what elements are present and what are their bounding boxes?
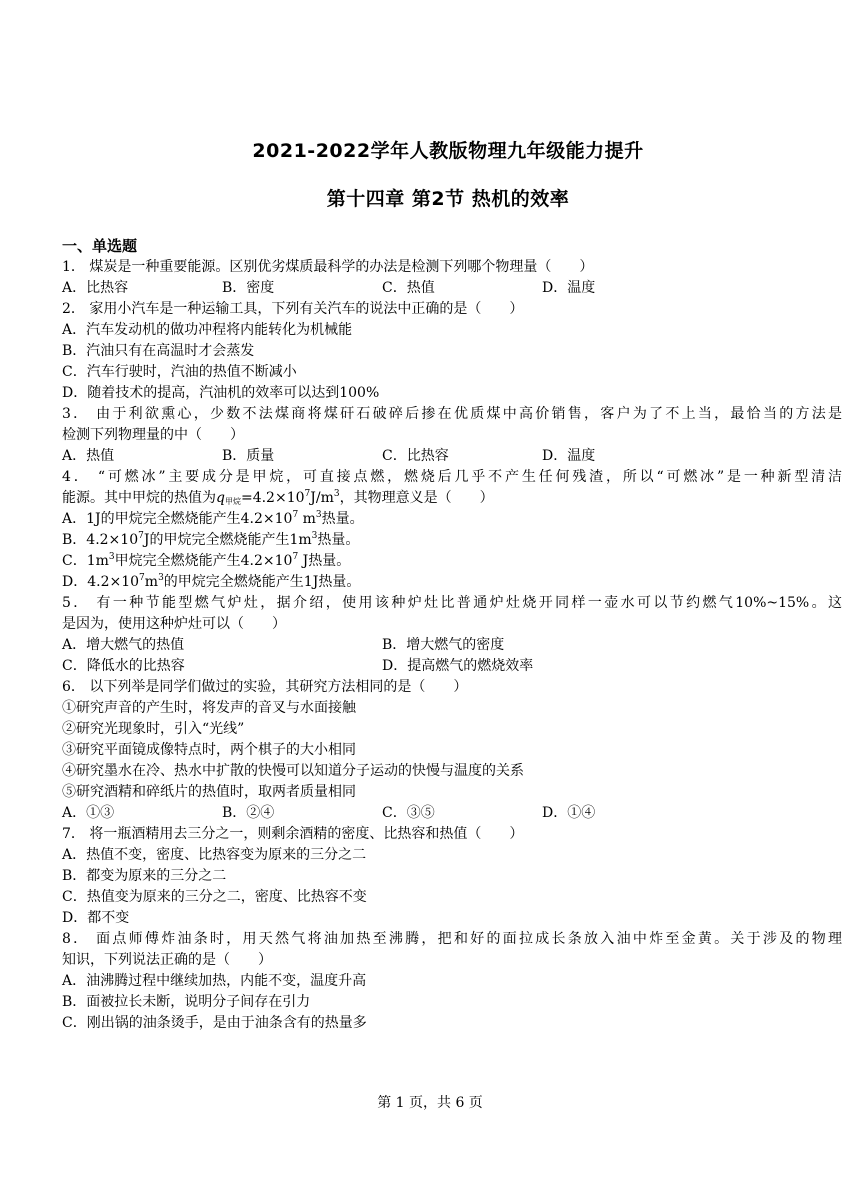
option-c: C．降低水的比热容 bbox=[62, 658, 185, 674]
question-8-stem: 8． 面点师傅炸油条时，用天然气将油加热至沸腾，把和好的面拉成长条放入油中炸至金黄。关于涉及的物理 bbox=[62, 931, 842, 947]
option-d: D．提高燃气的燃烧效率 bbox=[382, 658, 534, 674]
experiment-item: ③研究平面镜成像特点时，两个棋子的大小相同 bbox=[62, 742, 356, 758]
option-b: B．汽油只有在高温时才会蒸发 bbox=[62, 343, 255, 359]
option-d: D．温度 bbox=[542, 448, 596, 464]
option-c: C．热值变为原来的三分之二，密度、比热容不变 bbox=[62, 889, 367, 905]
option-b: B．$4.2\times 10^7J$的甲烷完全燃烧能产生$1m^3$热量。 bbox=[62, 531, 360, 548]
question-6-options bbox=[62, 803, 842, 824]
question-1-options bbox=[62, 278, 842, 299]
option-d: D．①④ bbox=[542, 805, 596, 821]
question-4-stem-cont: 能源。其中甲烷的热值为$q_{甲烷}=4.2\times 10^7J/m^3$，其物理意义是（ ） bbox=[62, 489, 494, 506]
option-d: D．$4.2\times 10^7m^3$的甲烷完全燃烧能产生1J热量。 bbox=[62, 573, 361, 590]
option-c: C．③⑤ bbox=[382, 805, 435, 821]
option-a: A．比热容 bbox=[62, 280, 129, 296]
option-c: C．$1m^3$甲烷完全燃烧能产生$4.2\times 10^7$ J热量。 bbox=[62, 552, 351, 569]
option-d: D．都不变 bbox=[62, 910, 130, 926]
question-8-stem-cont: 知识，下列说法正确的是（ ） bbox=[62, 952, 272, 968]
question-5-options-row1 bbox=[62, 635, 842, 656]
experiment-item: ①研究声音的产生时，将发声的音叉与水面接触 bbox=[62, 700, 356, 716]
experiment-item: ④研究墨水在冷、热水中扩散的快慢可以知道分子运动的快慢与温度的关系 bbox=[62, 763, 524, 779]
option-c: C．刚出锅的油条烫手，是由于油条含有的热量多 bbox=[62, 1015, 367, 1031]
question-3-stem: 3． 由于利欲熏心，少数不法煤商将煤矸石破碎后掺在优质煤中高价销售，客户为了不上当，最恰当的方法是 bbox=[62, 406, 842, 422]
option-b: B．质量 bbox=[222, 448, 275, 464]
chapter-subtitle: 第十四章 第2节 热机的效率 bbox=[326, 188, 570, 210]
option-a: A．汽车发动机的做功冲程将内能转化为机械能 bbox=[62, 322, 353, 338]
option-a: A．油沸腾过程中继续加热，内能不变，温度升高 bbox=[62, 973, 367, 989]
question-5-stem-cont: 是因为，使用这种炉灶可以（ ） bbox=[62, 616, 286, 632]
option-c: C．热值 bbox=[382, 280, 435, 296]
question-5-options-row2 bbox=[62, 656, 842, 677]
question-5-stem: 5． 有一种节能型燃气炉灶，据介绍，使用该种炉灶比普通炉灶烧开同样一壶水可以节约燃气10%~15%。这 bbox=[62, 595, 842, 611]
heat-value-symbol: q bbox=[216, 490, 225, 506]
option-a: A．增大燃气的热值 bbox=[62, 637, 185, 653]
question-3-options bbox=[62, 446, 842, 467]
option-a: A．热值 bbox=[62, 448, 115, 464]
section-heading: 一、单选题 bbox=[62, 237, 138, 255]
option-b: B．都变为原来的三分之二 bbox=[62, 868, 227, 884]
option-d: D．温度 bbox=[542, 280, 596, 296]
question-7-stem: 7． 将一瓶酒精用去三分之一，则剩余酒精的密度、比热容和热值（ ） bbox=[62, 826, 524, 842]
page-title: 2021-2022学年人教版物理九年级能力提升 bbox=[252, 140, 644, 162]
question-1-stem: 1． 煤炭是一种重要能源。区别优劣煤质最科学的办法是检测下列哪个物理量（ ） bbox=[62, 259, 594, 275]
option-b: B．面被拉长未断，说明分子间存在引力 bbox=[62, 994, 311, 1010]
experiment-item: ⑤研究酒精和碎纸片的热值时，取两者质量相同 bbox=[62, 784, 356, 800]
option-c: C．比热容 bbox=[382, 448, 449, 464]
question-6-stem: 6． 以下列举是同学们做过的实验，其研究方法相同的是（ ） bbox=[62, 679, 468, 695]
option-d: D．随着技术的提高，汽油机的效率可以达到100% bbox=[62, 385, 380, 401]
option-b: B．②④ bbox=[222, 805, 275, 821]
question-4-stem: 4． “可燃冰”主要成分是甲烷，可直接点燃，燃烧后几乎不产生任何残渣，所以“可燃冰”是一种新型清洁 bbox=[62, 469, 842, 485]
option-c: C．汽车行驶时，汽油的热值不断减小 bbox=[62, 364, 297, 380]
option-b: B．增大燃气的密度 bbox=[382, 637, 505, 653]
option-b: B．密度 bbox=[222, 280, 275, 296]
question-2-stem: 2． 家用小汽车是一种运输工具，下列有关汽车的说法中正确的是（ ） bbox=[62, 301, 524, 317]
question-3-stem-cont: 检测下列物理量的中（ ） bbox=[62, 427, 244, 443]
option-a: A．①③ bbox=[62, 805, 115, 821]
question-list bbox=[62, 235, 842, 1034]
option-a: A．热值不变，密度、比热容变为原来的三分之二 bbox=[62, 847, 367, 863]
experiment-item: ②研究光现象时，引入“光线” bbox=[62, 721, 245, 737]
page-footer: 第 1 页，共 6 页 bbox=[377, 1095, 483, 1111]
option-a: A．1J的甲烷完全燃烧能产生$4.2\times 10^7$ $m^3$热量。 bbox=[62, 510, 364, 527]
